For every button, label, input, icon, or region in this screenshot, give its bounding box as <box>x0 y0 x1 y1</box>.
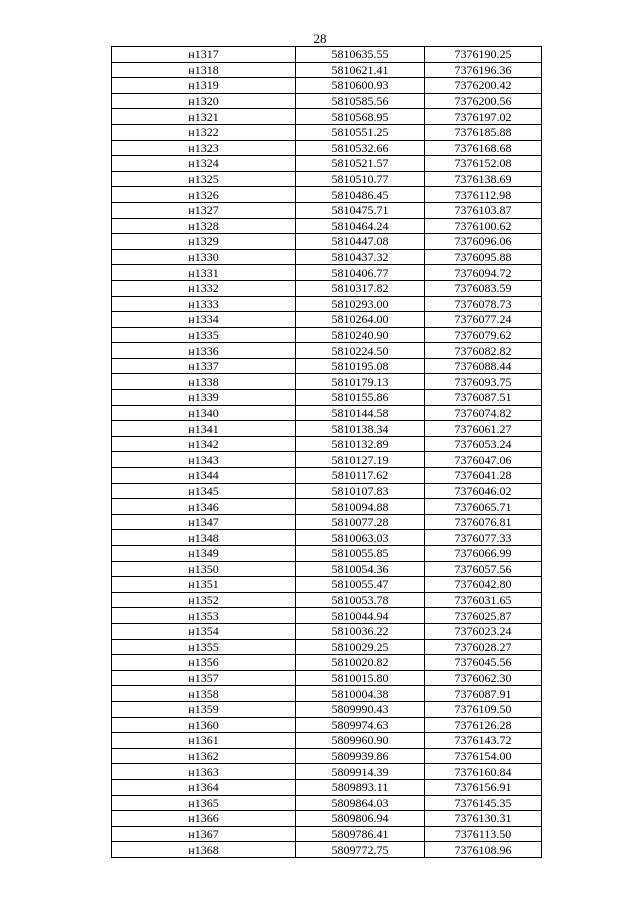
table-row <box>112 312 542 328</box>
y-coordinate-cell: 7376082.82 <box>425 343 542 359</box>
point-id-cell: н1357 <box>112 670 296 686</box>
y-coordinate-cell: 7376200.56 <box>425 93 542 109</box>
x-coordinate-cell: 5810600.93 <box>296 78 425 94</box>
point-id-cell: н1327 <box>112 202 296 218</box>
y-coordinate-cell: 7376109.50 <box>425 701 542 717</box>
x-coordinate-cell: 5809914.39 <box>296 764 425 780</box>
table-row <box>112 358 542 374</box>
y-coordinate-cell: 7376185.88 <box>425 124 542 140</box>
y-coordinate-cell: 7376045.56 <box>425 655 542 671</box>
table-row <box>112 795 542 811</box>
point-id-cell: н1346 <box>112 499 296 515</box>
table-row <box>112 452 542 468</box>
table-row <box>112 811 542 827</box>
point-id-cell: н1321 <box>112 109 296 125</box>
table-row <box>112 530 542 546</box>
point-id-cell: н1348 <box>112 530 296 546</box>
table-row <box>112 156 542 172</box>
x-coordinate-cell: 5810464.24 <box>296 218 425 234</box>
y-coordinate-cell: 7376065.71 <box>425 499 542 515</box>
point-id-cell: н1333 <box>112 296 296 312</box>
y-coordinate-cell: 7376112.98 <box>425 187 542 203</box>
x-coordinate-cell: 5809864.03 <box>296 795 425 811</box>
x-coordinate-cell: 5810132.89 <box>296 436 425 452</box>
point-id-cell: н1318 <box>112 62 296 78</box>
table-row <box>112 234 542 250</box>
y-coordinate-cell: 7376053.24 <box>425 436 542 452</box>
y-coordinate-cell: 7376093.75 <box>425 374 542 390</box>
x-coordinate-cell: 5810127.19 <box>296 452 425 468</box>
coordinates-table-body <box>112 47 542 858</box>
table-row <box>112 218 542 234</box>
x-coordinate-cell: 5810044.94 <box>296 608 425 624</box>
point-id-cell: н1334 <box>112 312 296 328</box>
x-coordinate-cell: 5809939.86 <box>296 748 425 764</box>
x-coordinate-cell: 5810155.86 <box>296 390 425 406</box>
point-id-cell: н1340 <box>112 405 296 421</box>
y-coordinate-cell: 7376079.62 <box>425 327 542 343</box>
x-coordinate-cell: 5810568.95 <box>296 109 425 125</box>
point-id-cell: н1341 <box>112 421 296 437</box>
table-row <box>112 405 542 421</box>
x-coordinate-cell: 5810621.41 <box>296 62 425 78</box>
x-coordinate-cell: 5810036.22 <box>296 623 425 639</box>
x-coordinate-cell: 5810521.57 <box>296 156 425 172</box>
point-id-cell: н1335 <box>112 327 296 343</box>
y-coordinate-cell: 7376190.25 <box>425 47 542 63</box>
x-coordinate-cell: 5810055.47 <box>296 577 425 593</box>
x-coordinate-cell: 5810138.34 <box>296 421 425 437</box>
y-coordinate-cell: 7376130.31 <box>425 811 542 827</box>
y-coordinate-cell: 7376154.00 <box>425 748 542 764</box>
x-coordinate-cell: 5810406.77 <box>296 265 425 281</box>
y-coordinate-cell: 7376062.30 <box>425 670 542 686</box>
table-row <box>112 608 542 624</box>
y-coordinate-cell: 7376126.28 <box>425 717 542 733</box>
y-coordinate-cell: 7376028.27 <box>425 639 542 655</box>
point-id-cell: н1322 <box>112 124 296 140</box>
x-coordinate-cell: 5810224.50 <box>296 343 425 359</box>
table-row <box>112 499 542 515</box>
point-id-cell: н1336 <box>112 343 296 359</box>
x-coordinate-cell: 5810094.88 <box>296 499 425 515</box>
x-coordinate-cell: 5810055.85 <box>296 546 425 562</box>
table-row <box>112 717 542 733</box>
x-coordinate-cell: 5809806.94 <box>296 811 425 827</box>
x-coordinate-cell: 5810107.83 <box>296 483 425 499</box>
y-coordinate-cell: 7376145.35 <box>425 795 542 811</box>
table-row <box>112 296 542 312</box>
x-coordinate-cell: 5810532.66 <box>296 140 425 156</box>
x-coordinate-cell: 5810447.08 <box>296 234 425 250</box>
y-coordinate-cell: 7376025.87 <box>425 608 542 624</box>
point-id-cell: н1342 <box>112 436 296 452</box>
coordinates-table <box>111 46 542 858</box>
point-id-cell: н1323 <box>112 140 296 156</box>
point-id-cell: н1353 <box>112 608 296 624</box>
y-coordinate-cell: 7376066.99 <box>425 546 542 562</box>
y-coordinate-cell: 7376103.87 <box>425 202 542 218</box>
y-coordinate-cell: 7376100.62 <box>425 218 542 234</box>
y-coordinate-cell: 7376156.91 <box>425 779 542 795</box>
table-row <box>112 701 542 717</box>
table-row <box>112 343 542 359</box>
table-row <box>112 78 542 94</box>
point-id-cell: н1359 <box>112 701 296 717</box>
y-coordinate-cell: 7376077.24 <box>425 312 542 328</box>
table-row <box>112 62 542 78</box>
point-id-cell: н1365 <box>112 795 296 811</box>
y-coordinate-cell: 7376087.91 <box>425 686 542 702</box>
table-row <box>112 623 542 639</box>
point-id-cell: н1328 <box>112 218 296 234</box>
y-coordinate-cell: 7376088.44 <box>425 358 542 374</box>
x-coordinate-cell: 5810077.28 <box>296 514 425 530</box>
x-coordinate-cell: 5810317.82 <box>296 280 425 296</box>
point-id-cell: н1317 <box>112 47 296 63</box>
table-row <box>112 93 542 109</box>
table-row <box>112 171 542 187</box>
table-row <box>112 670 542 686</box>
point-id-cell: н1329 <box>112 234 296 250</box>
y-coordinate-cell: 7376031.65 <box>425 592 542 608</box>
x-coordinate-cell: 5809893.11 <box>296 779 425 795</box>
table-row <box>112 561 542 577</box>
table-row <box>112 748 542 764</box>
point-id-cell: н1350 <box>112 561 296 577</box>
point-id-cell: н1355 <box>112 639 296 655</box>
table-row <box>112 47 542 63</box>
table-row <box>112 764 542 780</box>
point-id-cell: н1367 <box>112 826 296 842</box>
x-coordinate-cell: 5810585.56 <box>296 93 425 109</box>
point-id-cell: н1319 <box>112 78 296 94</box>
table-row <box>112 202 542 218</box>
table-row <box>112 327 542 343</box>
y-coordinate-cell: 7376143.72 <box>425 733 542 749</box>
table-row <box>112 546 542 562</box>
x-coordinate-cell: 5810015.80 <box>296 670 425 686</box>
table-row <box>112 483 542 499</box>
x-coordinate-cell: 5810029.25 <box>296 639 425 655</box>
point-id-cell: н1356 <box>112 655 296 671</box>
point-id-cell: н1351 <box>112 577 296 593</box>
point-id-cell: н1364 <box>112 779 296 795</box>
x-coordinate-cell: 5810475.71 <box>296 202 425 218</box>
point-id-cell: н1332 <box>112 280 296 296</box>
table-row <box>112 109 542 125</box>
point-id-cell: н1320 <box>112 93 296 109</box>
x-coordinate-cell: 5809990.43 <box>296 701 425 717</box>
table-row <box>112 124 542 140</box>
page-number: 28 <box>313 31 327 46</box>
table-row <box>112 826 542 842</box>
point-id-cell: н1361 <box>112 733 296 749</box>
y-coordinate-cell: 7376160.84 <box>425 764 542 780</box>
point-id-cell: н1363 <box>112 764 296 780</box>
point-id-cell: н1362 <box>112 748 296 764</box>
point-id-cell: н1324 <box>112 156 296 172</box>
table-row <box>112 639 542 655</box>
x-coordinate-cell: 5810240.90 <box>296 327 425 343</box>
x-coordinate-cell: 5810144.58 <box>296 405 425 421</box>
x-coordinate-cell: 5810020.82 <box>296 655 425 671</box>
y-coordinate-cell: 7376096.06 <box>425 234 542 250</box>
table-row <box>112 733 542 749</box>
y-coordinate-cell: 7376197.02 <box>425 109 542 125</box>
point-id-cell: н1352 <box>112 592 296 608</box>
x-coordinate-cell: 5810195.08 <box>296 358 425 374</box>
point-id-cell: н1325 <box>112 171 296 187</box>
y-coordinate-cell: 7376042.80 <box>425 577 542 593</box>
y-coordinate-cell: 7376057.56 <box>425 561 542 577</box>
point-id-cell: н1344 <box>112 468 296 484</box>
x-coordinate-cell: 5810510.77 <box>296 171 425 187</box>
x-coordinate-cell: 5809960.90 <box>296 733 425 749</box>
table-row <box>112 374 542 390</box>
table-row <box>112 390 542 406</box>
table-row <box>112 249 542 265</box>
y-coordinate-cell: 7376023.24 <box>425 623 542 639</box>
table-row <box>112 468 542 484</box>
y-coordinate-cell: 7376046.02 <box>425 483 542 499</box>
point-id-cell: н1345 <box>112 483 296 499</box>
point-id-cell: н1330 <box>112 249 296 265</box>
table-row <box>112 280 542 296</box>
x-coordinate-cell: 5810117.62 <box>296 468 425 484</box>
y-coordinate-cell: 7376094.72 <box>425 265 542 281</box>
point-id-cell: н1354 <box>112 623 296 639</box>
y-coordinate-cell: 7376083.59 <box>425 280 542 296</box>
x-coordinate-cell: 5810551.25 <box>296 124 425 140</box>
table-row <box>112 592 542 608</box>
point-id-cell: н1337 <box>112 358 296 374</box>
x-coordinate-cell: 5810053.78 <box>296 592 425 608</box>
point-id-cell: н1360 <box>112 717 296 733</box>
y-coordinate-cell: 7376041.28 <box>425 468 542 484</box>
table-row <box>112 265 542 281</box>
y-coordinate-cell: 7376076.81 <box>425 514 542 530</box>
y-coordinate-cell: 7376095.88 <box>425 249 542 265</box>
x-coordinate-cell: 5810063.03 <box>296 530 425 546</box>
y-coordinate-cell: 7376108.96 <box>425 842 542 858</box>
y-coordinate-cell: 7376074.82 <box>425 405 542 421</box>
y-coordinate-cell: 7376138.69 <box>425 171 542 187</box>
y-coordinate-cell: 7376152.08 <box>425 156 542 172</box>
y-coordinate-cell: 7376077.33 <box>425 530 542 546</box>
x-coordinate-cell: 5810264.00 <box>296 312 425 328</box>
x-coordinate-cell: 5810635.55 <box>296 47 425 63</box>
point-id-cell: н1339 <box>112 390 296 406</box>
point-id-cell: н1368 <box>112 842 296 858</box>
table-row <box>112 655 542 671</box>
table-row <box>112 514 542 530</box>
x-coordinate-cell: 5809786.41 <box>296 826 425 842</box>
x-coordinate-cell: 5810004.38 <box>296 686 425 702</box>
point-id-cell: н1331 <box>112 265 296 281</box>
table-row <box>112 779 542 795</box>
table-row <box>112 140 542 156</box>
table-row <box>112 187 542 203</box>
y-coordinate-cell: 7376200.42 <box>425 78 542 94</box>
x-coordinate-cell: 5809974.63 <box>296 717 425 733</box>
y-coordinate-cell: 7376168.68 <box>425 140 542 156</box>
table-row <box>112 842 542 858</box>
x-coordinate-cell: 5810437.32 <box>296 249 425 265</box>
y-coordinate-cell: 7376196.36 <box>425 62 542 78</box>
x-coordinate-cell: 5810486.45 <box>296 187 425 203</box>
table-row <box>112 436 542 452</box>
point-id-cell: н1326 <box>112 187 296 203</box>
point-id-cell: н1349 <box>112 546 296 562</box>
point-id-cell: н1347 <box>112 514 296 530</box>
x-coordinate-cell: 5810179.13 <box>296 374 425 390</box>
table-row <box>112 577 542 593</box>
table-row <box>112 686 542 702</box>
point-id-cell: н1338 <box>112 374 296 390</box>
x-coordinate-cell: 5810054.36 <box>296 561 425 577</box>
point-id-cell: н1366 <box>112 811 296 827</box>
point-id-cell: н1358 <box>112 686 296 702</box>
table-row <box>112 421 542 437</box>
y-coordinate-cell: 7376113.50 <box>425 826 542 842</box>
y-coordinate-cell: 7376047.06 <box>425 452 542 468</box>
y-coordinate-cell: 7376078.73 <box>425 296 542 312</box>
y-coordinate-cell: 7376087.51 <box>425 390 542 406</box>
x-coordinate-cell: 5809772.75 <box>296 842 425 858</box>
point-id-cell: н1343 <box>112 452 296 468</box>
y-coordinate-cell: 7376061.27 <box>425 421 542 437</box>
x-coordinate-cell: 5810293.00 <box>296 296 425 312</box>
